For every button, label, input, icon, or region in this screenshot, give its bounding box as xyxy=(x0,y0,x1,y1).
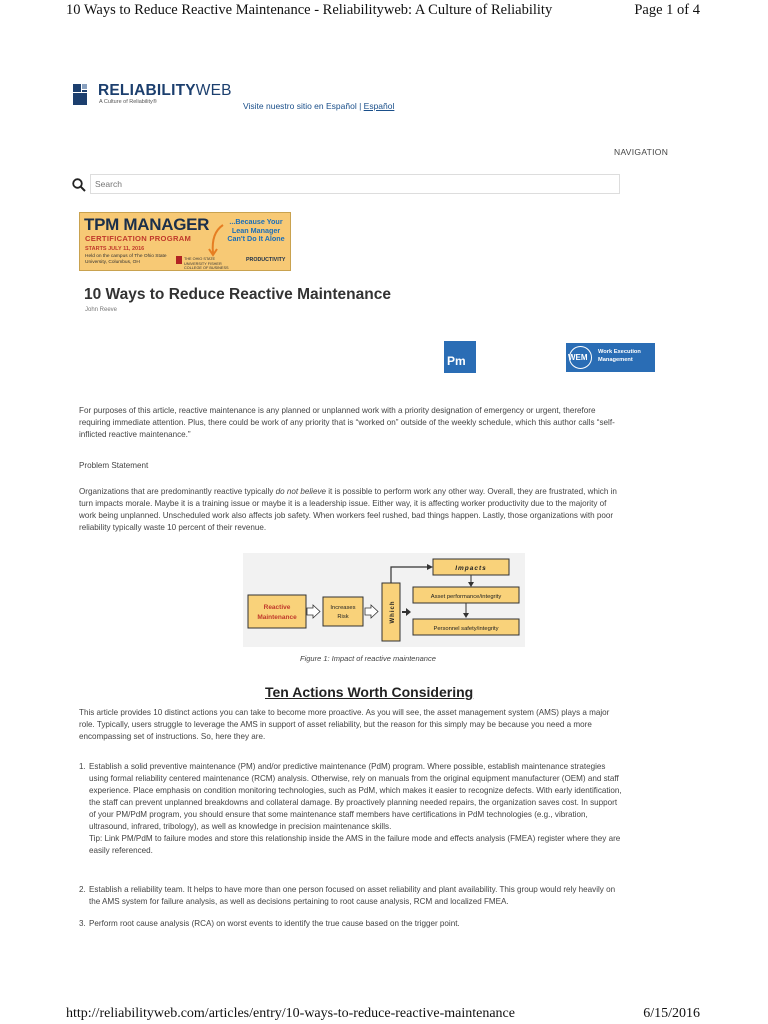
section-intro-paragraph xyxy=(79,707,609,743)
list-item-text: Perform root cause analysis (RCA) on worst events to identify the true cause based on the trigger point. xyxy=(89,919,460,928)
list-item-text: Establish a reliability team. It helps to have more than one person focused on asset reliability and plant availability. This group would rely heavily on the AMS system for failure analysis, as well as decisions pertaining to root cause analysis, RCM and localized FMEA. xyxy=(89,885,616,906)
logo-wordmark xyxy=(98,82,232,100)
intro-line: requiring immediate attention. Plus, there could be work of any priority that is “worked on” outside of the weekly schedule, which this author calls “self- xyxy=(79,418,615,427)
diagram-label-reactive: Reactive xyxy=(263,604,291,611)
problem-line: turn impacts morale. Maybe it is a training issue or maybe it is a leadership issue. Either way, it is affecting worker productivity due to the majority of xyxy=(79,499,607,508)
diagram-box-reactive-maintenance xyxy=(248,595,306,628)
banner-location: Held on the campus of The Ohio State University, Columbus, OH xyxy=(85,254,167,265)
section-heading: Ten Actions Worth Considering xyxy=(265,684,474,700)
navigation-menu[interactable]: NAVIGATION xyxy=(614,147,669,157)
problem-line: reliability typically waste 10 percent of their revenue. xyxy=(79,523,267,532)
diagram-box-increases-risk xyxy=(323,597,363,626)
search-input[interactable] xyxy=(90,174,620,194)
diagram-label-maintenance: Maintenance xyxy=(257,614,297,621)
section-intro-line: role. Typically, users struggle to leverage the AMS in support of asset reliability, but the reason for this simply may be because you need a more xyxy=(79,720,592,729)
banner-start-date: STARTS JULY 11, 2016 xyxy=(85,246,145,252)
diagram-box-which xyxy=(382,583,400,641)
banner-brand: PRODUCTIVITY xyxy=(246,257,286,263)
pm-logo-icon[interactable] xyxy=(444,341,476,373)
problem-heading: Problem Statement xyxy=(79,461,149,470)
print-footer xyxy=(0,1004,768,1024)
intro-line: For purposes of this article, reactive maintenance is any planned or unplanned work with a priority designation of emergency or urgent, therefore xyxy=(79,406,596,415)
list-item-number: 1. xyxy=(79,762,86,771)
problem-line: work being unplanned. Unscheduled work also affects job safety. When workers feel rushed, bad things happen. Lastly, those organizations with poor xyxy=(79,511,614,520)
site-logo[interactable] xyxy=(73,82,243,110)
logo-bold: RELIABILITY xyxy=(98,82,196,99)
diagram-label-increases: Increases xyxy=(330,605,356,611)
diagram-label-risk: Risk xyxy=(337,614,349,620)
banner-subtitle: CERTIFICATION PROGRAM xyxy=(85,234,192,243)
figure-caption: Figure 1: Impact of reactive maintenance xyxy=(300,654,436,663)
diagram-box-asset xyxy=(413,587,519,603)
banner-title: TPM MANAGER xyxy=(84,215,210,234)
list-item-number: 3. xyxy=(79,919,86,928)
section-intro-line: encompassing set of instructions. So, here they are. xyxy=(79,732,266,741)
logo-light: WEB xyxy=(195,82,232,99)
diagram-label-impacts: Impacts xyxy=(455,565,487,572)
spanish-text: Visite nuestro sitio en Español | xyxy=(243,101,364,111)
spanish-site-notice xyxy=(243,101,394,111)
list-item-number: 2. xyxy=(79,885,86,894)
banner-university: THE OHIO STATE UNIVERSITY FISHER COLLEGE OF BUSINESS xyxy=(184,257,229,270)
print-page-title: 10 Ways to Reduce Reactive Maintenance - Reliabilityweb: A Culture of Reliability xyxy=(66,2,553,18)
tpm-manager-banner-ad[interactable] xyxy=(79,212,291,271)
reliabilityweb-logo-mark xyxy=(73,84,95,106)
diagram-box-personnel xyxy=(413,619,519,635)
search-icon[interactable] xyxy=(72,178,86,192)
wem-line-2: Management xyxy=(598,356,633,363)
print-header xyxy=(0,0,768,22)
problem-line: Organizations that are predominantly reactive typically do not believe it is possible to perform work any other way. Overall, they are frustrated, which in xyxy=(79,487,617,496)
section-intro-line: This article provides 10 distinct actions you can take to become more proactive. As you will see, the asset management system (AMS) plays a major xyxy=(79,708,610,717)
spanish-link[interactable]: Español xyxy=(363,101,395,111)
osu-logo-icon xyxy=(176,256,182,264)
wem-line-1: Work Execution xyxy=(598,349,641,355)
print-page-url: http://reliabilityweb.com/articles/entry/10-ways-to-reduce-reactive-maintenance xyxy=(66,1006,515,1021)
diagram-label-personnel: Personnel safety/integrity xyxy=(433,626,499,632)
pm-logo-text: Pm xyxy=(447,354,466,368)
problem-emphasis: do not believe xyxy=(275,487,326,496)
wem-logo-icon[interactable] xyxy=(566,343,655,372)
diagram-label-asset: Asset performance/integrity xyxy=(430,594,502,600)
wem-logo-abbr: WEM xyxy=(568,353,588,362)
wem-logo-text xyxy=(598,349,641,364)
list-item-text: Establish a solid preventive maintenance (PM) and/or predictive maintenance (PdM) program. Where possible, establish maintenance strategies using formal reliability centered maintenance (RCM) analysis. Otherwise, rely on manuals from the original equipment manufacturer (OEM) and staff experience. Place emphasis on condition monitoring technologies, such as PdM, which makes it easier to recognize defects. With early identification, the staff can prevent unplanned breakdowns and collateral damage. By proactively planning needed repairs, the organization saves cost. In support of your PM/PdM program, you should ensure that some maintenance staff members have certifications in PdM technologies (e.g., vibration, ultrasound, infrared, tribology), as well as knowledge in precision maintenance skills. Tip: Link PM/PdM to failure modes and store this relationship inside the AMS in the failure mode and effects analysis (FMEA) register where they are easily referenced. xyxy=(89,762,622,855)
banner-slogan: ...Because Your Lean Manager Can't Do It Alone xyxy=(227,217,285,243)
banner-arrow-icon xyxy=(207,223,225,257)
diagram-box-impacts xyxy=(433,559,509,575)
article-author: John Reeve xyxy=(85,307,118,313)
intro-line: inflicted reactive maintenance.” xyxy=(79,430,191,439)
diagram-label-which: Which xyxy=(390,600,396,624)
print-date: 6/15/2016 xyxy=(643,1006,700,1021)
article-title: 10 Ways to Reduce Reactive Maintenance xyxy=(84,286,391,303)
figure-reactive-maintenance-diagram xyxy=(243,553,525,647)
intro-paragraph xyxy=(79,405,615,441)
logo-tagline: A Culture of Reliability® xyxy=(99,99,157,105)
problem-paragraph xyxy=(79,486,617,534)
print-page-number: Page 1 of 4 xyxy=(634,2,700,18)
